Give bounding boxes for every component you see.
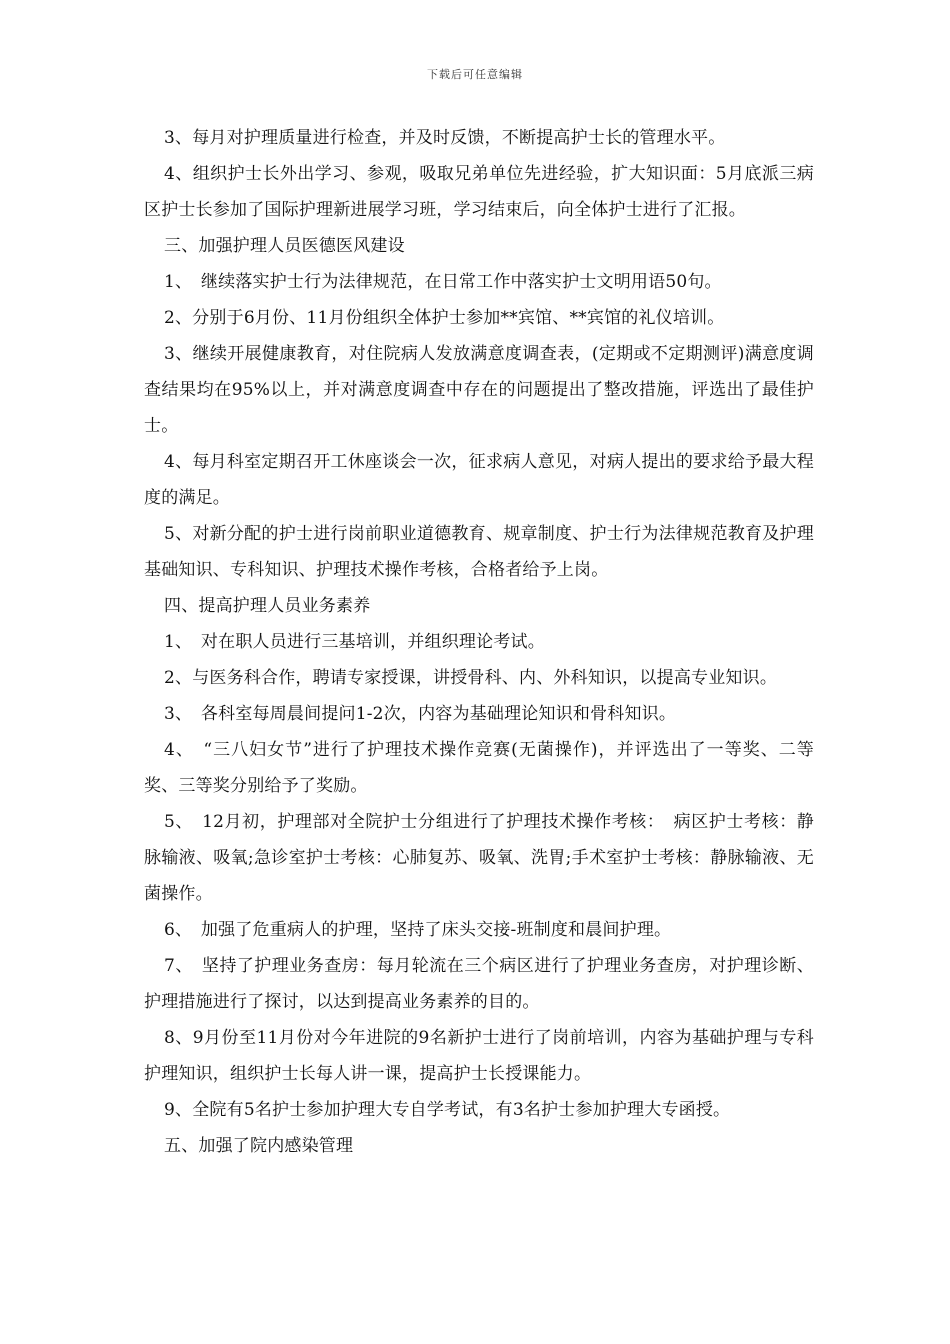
section-heading: 五、加强了院内感染管理	[164, 1136, 354, 1156]
paragraph: 8、9月份至11月份对今年进院的9名新护士进行了岗前培训，内容为基础护理与专科护理知识，组织护士长每人讲一课，提高护士长授课能力。	[144, 1028, 814, 1084]
paragraph: 2、与医务科合作，聘请专家授课，讲授骨科、内、外科知识，以提高专业知识。	[164, 668, 778, 688]
paragraph: 3、每月对护理质量进行检查，并及时反馈，不断提高护士长的管理水平。	[164, 128, 726, 148]
paragraph: 6、 加强了危重病人的护理，坚持了床头交接-班制度和晨间护理。	[164, 920, 672, 940]
paragraph: 4、组织护士长外出学习、参观，吸取兄弟单位先进经验，扩大知识面：5月底派三病区护士长参加了国际护理新进展学习班，学习结束后，向全体护士进行了汇报。	[144, 164, 814, 220]
page-header: 下载后可任意编辑	[427, 68, 523, 81]
paragraph: 4、 “三八妇女节”进行了护理技术操作竞赛(无菌操作)，并评选出了一等奖、二等奖、三等奖分别给予了奖励。	[144, 740, 814, 796]
paragraph: 1、 继续落实护士行为法律规范，在日常工作中落实护士文明用语50句。	[164, 272, 722, 292]
document-body	[144, 120, 814, 1164]
paragraph: 5、对新分配的护士进行岗前职业道德教育、规章制度、护士行为法律规范教育及护理基础知识、专科知识、护理技术操作考核，合格者给予上岗。	[144, 524, 814, 580]
paragraph: 9、全院有5名护士参加护理大专自学考试，有3名护士参加护理大专函授。	[164, 1100, 731, 1120]
section-heading: 四、提高护理人员业务素养	[164, 596, 371, 616]
paragraph: 5、 12月初，护理部对全院护士分组进行了护理技术操作考核： 病区护士考核：静脉输液、吸氧;急诊室护士考核：心肺复苏、吸氧、洗胃;手术室护士考核：静脉输液、无菌操作。	[144, 812, 814, 904]
paragraph: 4、每月科室定期召开工休座谈会一次，征求病人意见，对病人提出的要求给予最大程度的满足。	[144, 452, 814, 508]
paragraph: 7、 坚持了护理业务查房：每月轮流在三个病区进行了护理业务查房，对护理诊断、护理措施进行了探讨，以达到提高业务素养的目的。	[144, 956, 814, 1012]
section-heading: 三、加强护理人员医德医风建设	[164, 236, 405, 256]
paragraph: 3、继续开展健康教育，对住院病人发放满意度调查表，(定期或不定期测评)满意度调查结果均在95%以上，并对满意度调查中存在的问题提出了整改措施，评选出了最佳护士。	[144, 344, 814, 436]
paragraph: 3、 各科室每周晨间提问1-2次，内容为基础理论知识和骨科知识。	[164, 704, 677, 724]
paragraph: 2、分别于6月份、11月份组织全体护士参加**宾馆、**宾馆的礼仪培训。	[164, 308, 725, 328]
paragraph: 1、 对在职人员进行三基培训，并组织理论考试。	[164, 632, 545, 652]
